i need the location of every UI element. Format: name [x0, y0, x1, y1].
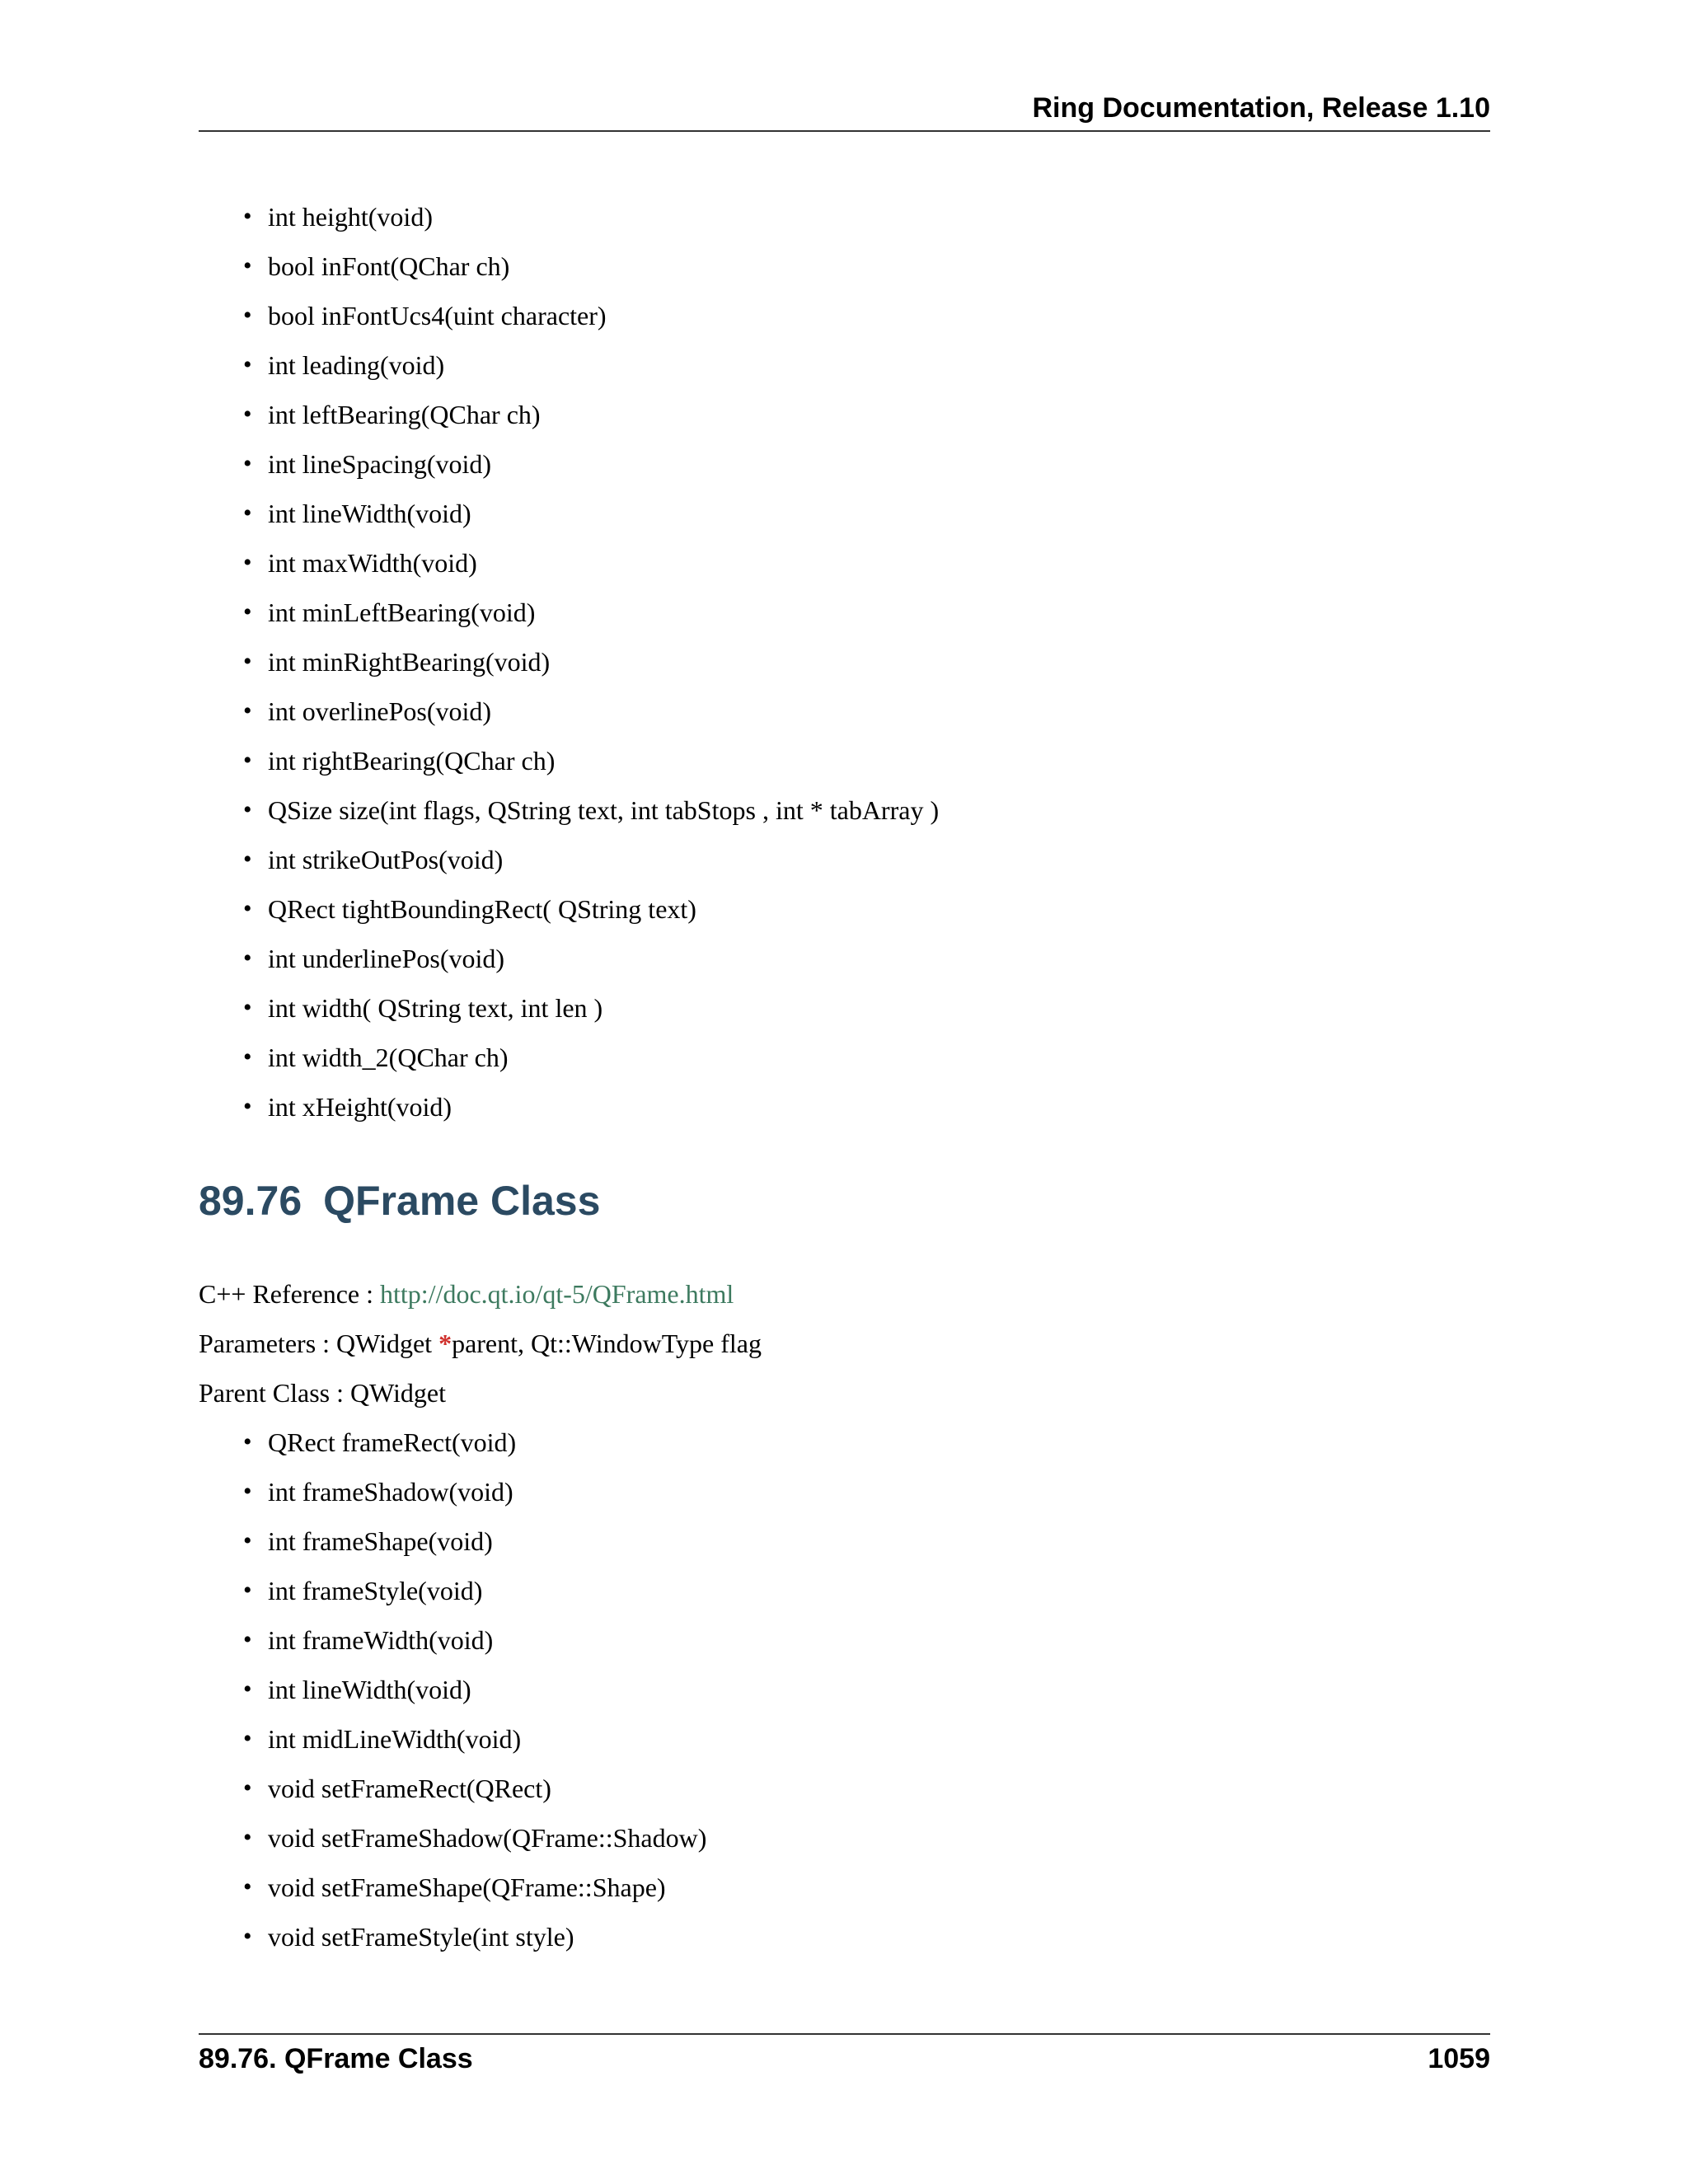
list-item: • int lineWidth(void) — [243, 1665, 706, 1714]
list-item: • bool inFontUcs4(uint character) — [243, 291, 939, 340]
cpp-reference-link[interactable]: http://doc.qt.io/qt-5/QFrame.html — [380, 1279, 734, 1309]
list-item: • int frameShadow(void) — [243, 1467, 706, 1516]
list-item: • int underlinePos(void) — [243, 934, 939, 983]
qframe-method-list — [243, 1418, 706, 1961]
list-item: • int width( QString text, int len ) — [243, 983, 939, 1033]
page-number: 1059 — [1428, 2043, 1490, 2074]
list-item: • int rightBearing(QChar ch) — [243, 736, 939, 785]
header-title: Ring Documentation, Release 1.10 — [1032, 92, 1490, 124]
list-item: • int height(void) — [243, 192, 939, 241]
list-item: • void setFrameShape(QFrame::Shape) — [243, 1863, 706, 1912]
list-item: • int lineWidth(void) — [243, 489, 939, 538]
list-item: • QRect tightBoundingRect( QString text) — [243, 884, 939, 934]
pointer-asterisk: * — [438, 1329, 452, 1358]
parameters-label: Parameters : QWidget — [199, 1329, 439, 1358]
list-item: • int minRightBearing(void) — [243, 637, 939, 687]
list-item: • int xHeight(void) — [243, 1082, 939, 1132]
list-item: • QRect frameRect(void) — [243, 1418, 706, 1467]
page-header — [199, 86, 1490, 132]
section-number: 89.76 — [199, 1178, 302, 1224]
list-item: • bool inFont(QChar ch) — [243, 241, 939, 291]
list-item: • int overlinePos(void) — [243, 687, 939, 736]
list-item: • int strikeOutPos(void) — [243, 835, 939, 884]
list-item: • QSize size(int flags, QString text, int tabStops , int * tabArray ) — [243, 785, 939, 835]
section-title: QFrame Class — [323, 1178, 601, 1224]
cpp-reference — [199, 1277, 734, 1310]
list-item: • int frameShape(void) — [243, 1516, 706, 1566]
list-item: • int midLineWidth(void) — [243, 1714, 706, 1764]
list-item: • int leftBearing(QChar ch) — [243, 390, 939, 439]
list-item: • int maxWidth(void) — [243, 538, 939, 588]
parameters — [199, 1327, 762, 1360]
list-item: • int lineSpacing(void) — [243, 439, 939, 489]
parameters-value: parent, Qt::WindowType flag — [452, 1329, 762, 1358]
font-metrics-method-list — [243, 192, 939, 1132]
list-item: • int leading(void) — [243, 340, 939, 390]
parent-class: Parent Class : QWidget — [199, 1378, 446, 1408]
footer-section: 89.76. QFrame Class — [199, 2043, 473, 2074]
list-item: • int frameStyle(void) — [243, 1566, 706, 1615]
cpp-reference-label: C++ Reference : — [199, 1279, 380, 1309]
list-item: • int width_2(QChar ch) — [243, 1033, 939, 1082]
page-footer — [199, 2033, 1490, 2084]
list-item: • int frameWidth(void) — [243, 1615, 706, 1665]
list-item: • void setFrameStyle(int style) — [243, 1912, 706, 1961]
list-item: • void setFrameShadow(QFrame::Shadow) — [243, 1813, 706, 1863]
list-item: • int minLeftBearing(void) — [243, 588, 939, 637]
section-heading — [199, 1177, 600, 1225]
list-item: • void setFrameRect(QRect) — [243, 1764, 706, 1813]
